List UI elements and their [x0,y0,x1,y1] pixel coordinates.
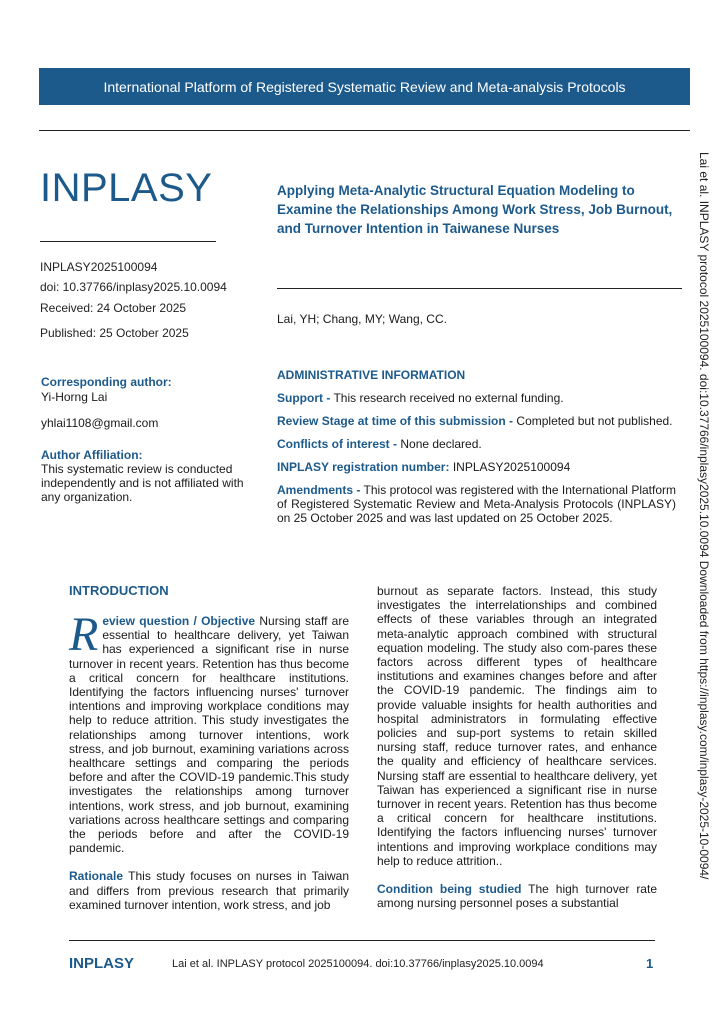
amendments-item [277,483,676,525]
support-item [277,391,676,405]
stage-label: Review Stage at time of this submission - [277,414,514,428]
administrative-information [277,368,676,534]
registration-id: INPLASY2025100094 [40,260,158,274]
body-column-right [377,584,657,910]
corresponding-author-label: Corresponding author: [41,375,172,389]
amendments-label: Amendments - [277,483,361,497]
corresponding-author-email[interactable]: yhlai1108@gmail.com [41,416,159,430]
condition-label: Condition being studied [377,882,522,897]
conflicts-item [277,437,676,451]
introduction-heading: INTRODUCTION [69,583,169,598]
published-date: Published: 25 October 2025 [40,326,189,340]
corresponding-author-block [41,375,246,430]
registration-item [277,460,676,474]
support-text: This research received no external funding. [330,391,564,405]
affiliation-text: This systematic review is conducted independently and is not affiliated with any organization. [41,462,244,504]
title-rule [277,288,682,289]
footer-citation: Lai et al. INPLASY protocol 2025100094. doi:10.37766/inplasy2025.10.0094 [172,958,544,970]
review-question-text: Nursing staff are essential to healthcare delivery, yet Taiwan has experienced a significant rise in nurse turnover in recent years. Retention has thus become a critical concern for healthcare institutions. Identifying the factors influencing nurses' turnover intentions and improving workplace conditions may help to reduce attrition. This study investigates the relationships among turnover intentions, work stress, and job burnout, examining variations across healthcare settings and comparing the periods before and after the COVID-19 pandemic.This study investigates the relationships among turnover intentions, work stress, and job burnout, examining variations across healthcare settings and comparing the periods before and after the COVID-19 pandemic. [69,614,349,856]
footer-logo: INPLASY [69,955,135,972]
drop-cap: R [69,608,99,661]
condition-text: The high turnover rate among nursing personnel poses a substantial [377,882,657,911]
affiliation-block [41,448,246,504]
continued-paragraph: burnout as separate factors. Instead, this study investigates the interrelationships and combined effects of these variables through an integrated meta-analytic approach combined with structural equation modeling. The study also com-pares these factors across different types of healthcare institutions and examines changes before and after the COVID-19 pandemic. The findings aim to provide valuable insights for health authorities and hospital administrators in formulating effective policies and sup-port systems to retain skilled nursing staff, reduce turnover rates, and enhance the quality and efficiency of healthcare services. Nursing staff are essential to healthcare delivery, yet Taiwan has experienced a significant rise in nurse turnover in recent years. Retention has thus become a critical concern for healthcare institutions. Identifying the factors influencing nurses' turnover intentions and improving workplace conditions may help to reduce attrition.. [377,584,657,868]
doi: doi: 10.37766/inplasy2025.10.0094 [40,280,227,294]
registration-text: INPLASY2025100094 [449,460,571,474]
rationale-text: This study focuses on nurses in Taiwan and differs from previous research that primarily examined turnover intention, work stress, and job [69,869,349,912]
body-column-left [69,608,349,912]
banner-text: International Platform of Registered Systematic Review and Meta-analysis Protocols [103,78,626,95]
conflicts-text: None declared. [397,437,482,451]
admin-heading: ADMINISTRATIVE INFORMATION [277,368,466,382]
rationale-label: Rationale [69,869,124,884]
affiliation-label: Author Affiliation: [41,448,143,462]
amendments-text: This protocol was registered with the International Platform of Registered Systematic Review and Meta-Analysis Protocols (INPLASY) on 25 October 2025 and was last updated on 25 October 2025. [277,483,677,525]
registration-label: INPLASY registration number: [277,460,450,474]
authors: Lai, YH; Chang, MY; Wang, CC. [277,312,447,326]
logo-rule [40,241,216,242]
corresponding-author-name: Yi-Horng Lai [41,390,108,404]
article-title: Applying Meta-Analytic Structural Equation Modeling to Examine the Relationships Among Work Stress, Job Burnout, and Turnover Intention in Taiwanese Nurses [277,183,673,236]
received-date: Received: 24 October 2025 [40,301,187,315]
conflicts-label: Conflicts of interest - [277,437,398,451]
page-number: 1 [646,956,654,971]
stage-item [277,414,676,428]
header-banner [39,68,690,105]
stage-text: Completed but not published. [513,414,673,428]
rationale-paragraph [69,869,349,912]
vertical-citation: Lai et al. INPLASY protocol 2025100094. doi:10.37766/inplasy2025.10.0094 Downloaded from https://inplasy.com/inplasy-2025-10-0094/ [697,152,711,880]
review-question-paragraph [69,608,349,856]
condition-paragraph [377,882,657,910]
review-question-label: eview question / Objective [102,614,256,628]
top-rule [39,130,690,131]
inplasy-logo: INPLASY [40,166,213,210]
footer-rule [69,940,655,941]
support-label: Support - [277,391,331,405]
